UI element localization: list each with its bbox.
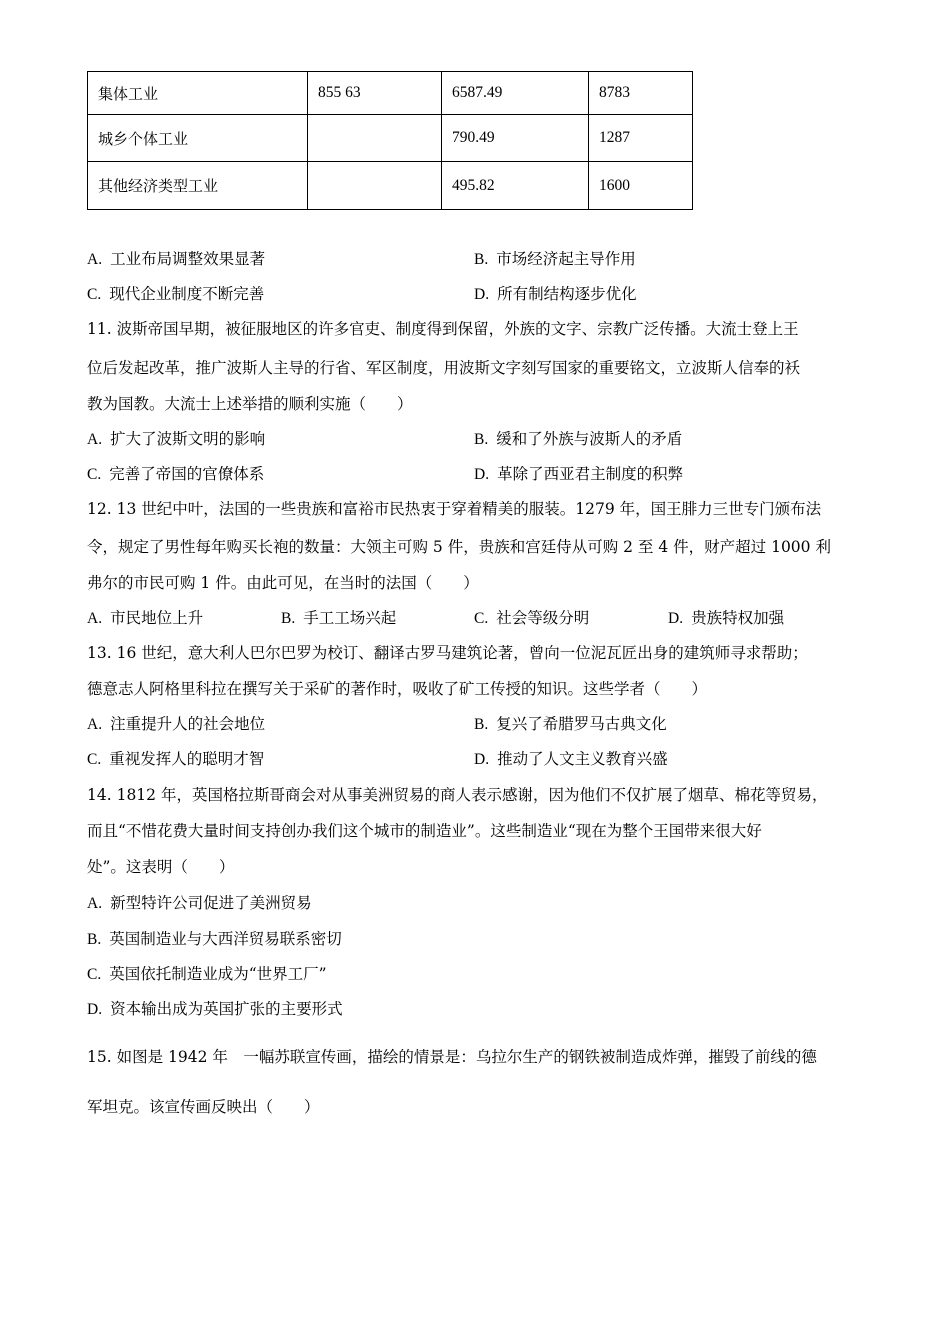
table-row — [88, 162, 693, 210]
q14-option-b[interactable]: B. 英国制造业与大西洋贸易联系密切 — [87, 930, 342, 948]
table-cell — [308, 162, 442, 210]
q12-option-a[interactable]: A. 市民地位上升 — [87, 609, 204, 627]
table-cell: 8783 — [589, 72, 693, 115]
q14-stem-line: 处”。这表明（ ） — [87, 858, 235, 876]
q13-stem-line: 13. 16 世纪，意大利人巴尔巴罗为校订、翻译古罗马建筑论著，曾向一位泥瓦匠出身的建筑师寻求帮助； — [87, 644, 808, 662]
q12-stem-line: 弗尔的市民可购 1 件。由此可见，在当时的法国（ ） — [87, 574, 479, 592]
q12-option-d[interactable]: D. 贵族特权加强 — [668, 609, 785, 627]
q12-option-b[interactable]: B. 手工工场兴起 — [281, 609, 397, 627]
q13-option-b[interactable]: B. 复兴了希腊罗马古典文化 — [474, 715, 667, 733]
q10-option-b[interactable]: B. 市场经济起主导作用 — [474, 250, 636, 268]
table-cell: 855 63 — [308, 72, 442, 115]
q12-option-c[interactable]: C. 社会等级分明 — [474, 609, 590, 627]
table-cell: 城乡个体工业 — [88, 115, 308, 162]
table-row — [88, 72, 693, 115]
q13-option-c[interactable]: C. 重视发挥人的聪明才智 — [87, 750, 265, 768]
table-cell: 1287 — [589, 115, 693, 162]
q14-stem-line: 而且“不惜花费大量时间支持创办我们这个城市的制造业”。这些制造业“现在为整个王国带来很大好 — [87, 822, 762, 840]
q11-option-d[interactable]: D. 革除了西亚君主制度的积弊 — [474, 465, 684, 483]
q11-stem-line: 11. 波斯帝国早期，被征服地区的许多官吏、制度得到保留，外族的文字、宗教广泛传播。大流士登上王 — [87, 320, 799, 338]
q11-option-a[interactable]: A. 扩大了波斯文明的影响 — [87, 430, 266, 448]
table-cell: 6587.49 — [442, 72, 589, 115]
industry-output-table — [87, 71, 693, 210]
q11-option-c[interactable]: C. 完善了帝国的官僚体系 — [87, 465, 265, 483]
q14-option-c[interactable]: C. 英国依托制造业成为“世界工厂” — [87, 965, 327, 983]
q10-option-c[interactable]: C. 现代企业制度不断完善 — [87, 285, 265, 303]
q13-stem-line: 德意志人阿格里科拉在撰写关于采矿的著作时，吸收了矿工传授的知识。这些学者（ ） — [87, 680, 708, 698]
table-cell: 495.82 — [442, 162, 589, 210]
table-cell — [308, 115, 442, 162]
q14-stem-line: 14. 1812 年，英国格拉斯哥商会对从事美洲贸易的商人表示感谢，因为他们不仅扩展了烟草、棉花等贸易， — [87, 786, 828, 804]
table-cell: 790.49 — [442, 115, 589, 162]
q13-option-a[interactable]: A. 注重提升人的社会地位 — [87, 715, 266, 733]
q12-stem-line: 令，规定了男性每年购买长袍的数量：大领主可购 5 件，贵族和宫廷侍从可购 2 至 4 件，财产超过 1000 利 — [87, 538, 831, 556]
q11-stem-line: 位后发起改革，推广波斯人主导的行省、军区制度，用波斯文字刻写国家的重要铭文，立波斯人信奉的袄 — [87, 359, 801, 377]
table-cell: 1600 — [589, 162, 693, 210]
q13-option-d[interactable]: D. 推动了人文主义教育兴盛 — [474, 750, 668, 768]
q12-stem-line: 12. 13 世纪中叶，法国的一些贵族和富裕市民热衷于穿着精美的服装。1279 年，国王腓力三世专门颁布法 — [87, 500, 822, 518]
q15-stem-line: 军坦克。该宣传画反映出（ ） — [87, 1098, 320, 1116]
q10-option-a[interactable]: A. 工业布局调整效果显著 — [87, 250, 266, 268]
table-cell: 集体工业 — [88, 72, 308, 115]
q10-option-d[interactable]: D. 所有制结构逐步优化 — [474, 285, 637, 303]
q11-option-b[interactable]: B. 缓和了外族与波斯人的矛盾 — [474, 430, 683, 448]
q14-option-d[interactable]: D. 资本输出成为英国扩张的主要形式 — [87, 1000, 343, 1018]
q15-stem-line: 15. 如图是 1942 年 一幅苏联宣传画，描绘的情景是：乌拉尔生产的钢铁被制造成炸弹，摧毁了前线的德 — [87, 1048, 817, 1066]
q14-option-a[interactable]: A. 新型特许公司促进了美洲贸易 — [87, 894, 312, 912]
table-cell: 其他经济类型工业 — [88, 162, 308, 210]
q11-stem-line: 教为国教。大流士上述举措的顺利实施（ ） — [87, 395, 413, 413]
table-row — [88, 115, 693, 162]
